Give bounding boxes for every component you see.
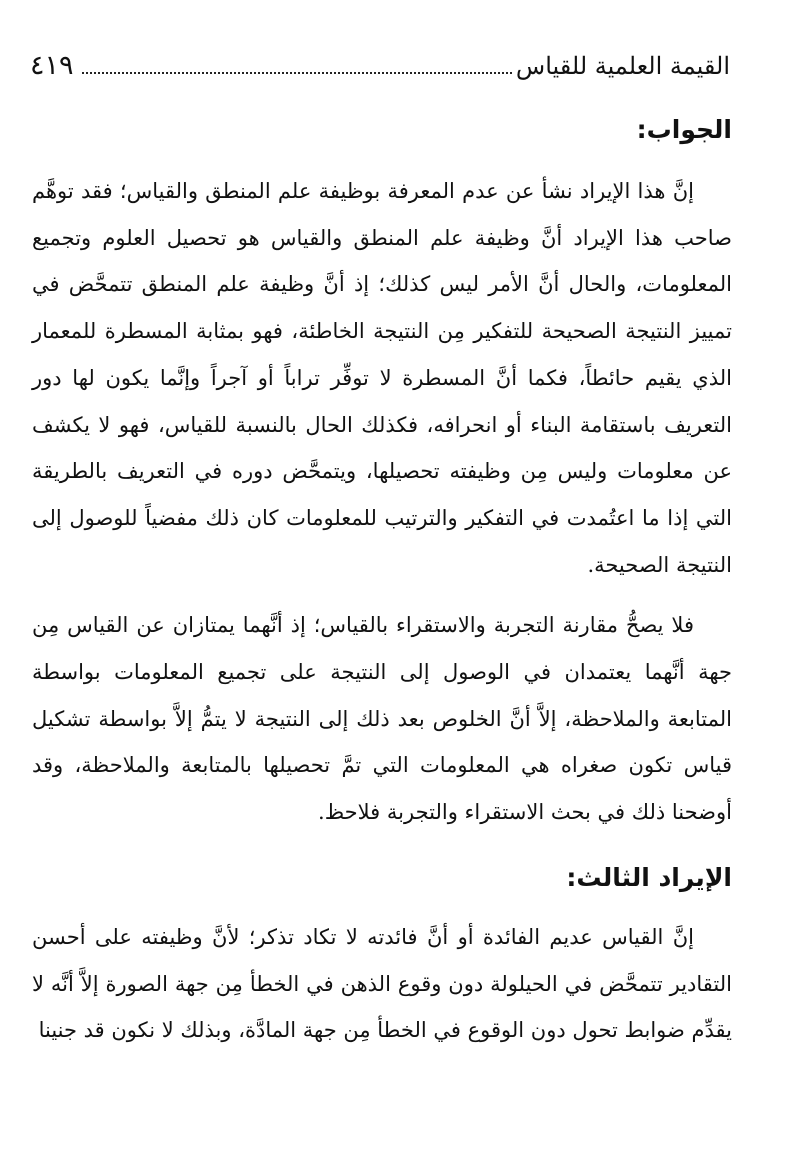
running-header <box>30 44 730 84</box>
leader-dots <box>82 56 512 74</box>
paragraph: إنَّ هذا الإيراد نشأ عن عدم المعرفة بوظيفة علم المنطق والقياس؛ فقد توهَّم صاحب هذا الإيراد أنَّ وظيفة علم المنطق والقياس هو تحصيل العلوم وتجميع المعلومات، والحال أنَّ الأمر ليس كذلك؛ إذ أنَّ وظيفة علم المنطق تتمحَّض في تمييز النتيجة الصحيحة للتفكير مِن النتيجة الخاطئة، فهو بمثابة المسطرة للمعمار الذي يقيم حائطاً، فكما أنَّ المسطرة لا توفِّر تراباً أو آجراً وإنَّما يكون لها دور التعريف باستقامة البناء أو انحرافه، فكذلك الحال بالنسبة للقياس، فهو لا يكشف عن معلومات وليس مِن وظيفته تحصيلها، ويتمحَّض دوره في التعريف بالطريقة التي إذا ما اعتُمدت في التفكير والترتيب للمعلومات كان ذلك مفضياً للوصول إلى النتيجة الصحيحة. <box>32 179 732 577</box>
page-body <box>32 108 732 1054</box>
section-heading-answer: الجواب: <box>636 115 732 144</box>
paragraph: فلا يصحُّ مقارنة التجربة والاستقراء بالقياس؛ إذ أنَّهما يمتازان عن القياس مِن جهة أنَّهما يعتمدان في الوصول إلى النتيجة على تجميع المعلومات بواسطة المتابعة والملاحظة، إلاَّ أنَّ الخلوص بعد ذلك إلى النتيجة لا يتمُّ إلاَّ بواسطة تشكيل قياس تكون صغراه هي المعلومات التي تمَّ تحصيلها بالمتابعة والملاحظة، وقد أوضحنا ذلك في بحث الاستقراء والتجربة فلاحظ. <box>32 613 732 825</box>
page-number: ٤١٩ <box>30 50 74 81</box>
paragraph: إنَّ القياس عديم الفائدة أو أنَّ فائدته لا تكاد تذكر؛ لأنَّ وظيفته على أحسن التقادير تتمحَّض في الحيلولة دون وقوع الذهن في الخطأ مِن جهة الصورة إلاَّ أنَّه لا يقدِّم ضوابط تحول دون الوقوع في الخطأ مِن جهة المادَّة، وبذلك لا نكون قد جنينا <box>32 924 732 1043</box>
running-title: القيمة العلمية للقياس <box>515 52 730 80</box>
section-heading-third-objection: الإيراد الثالث: <box>566 862 732 892</box>
